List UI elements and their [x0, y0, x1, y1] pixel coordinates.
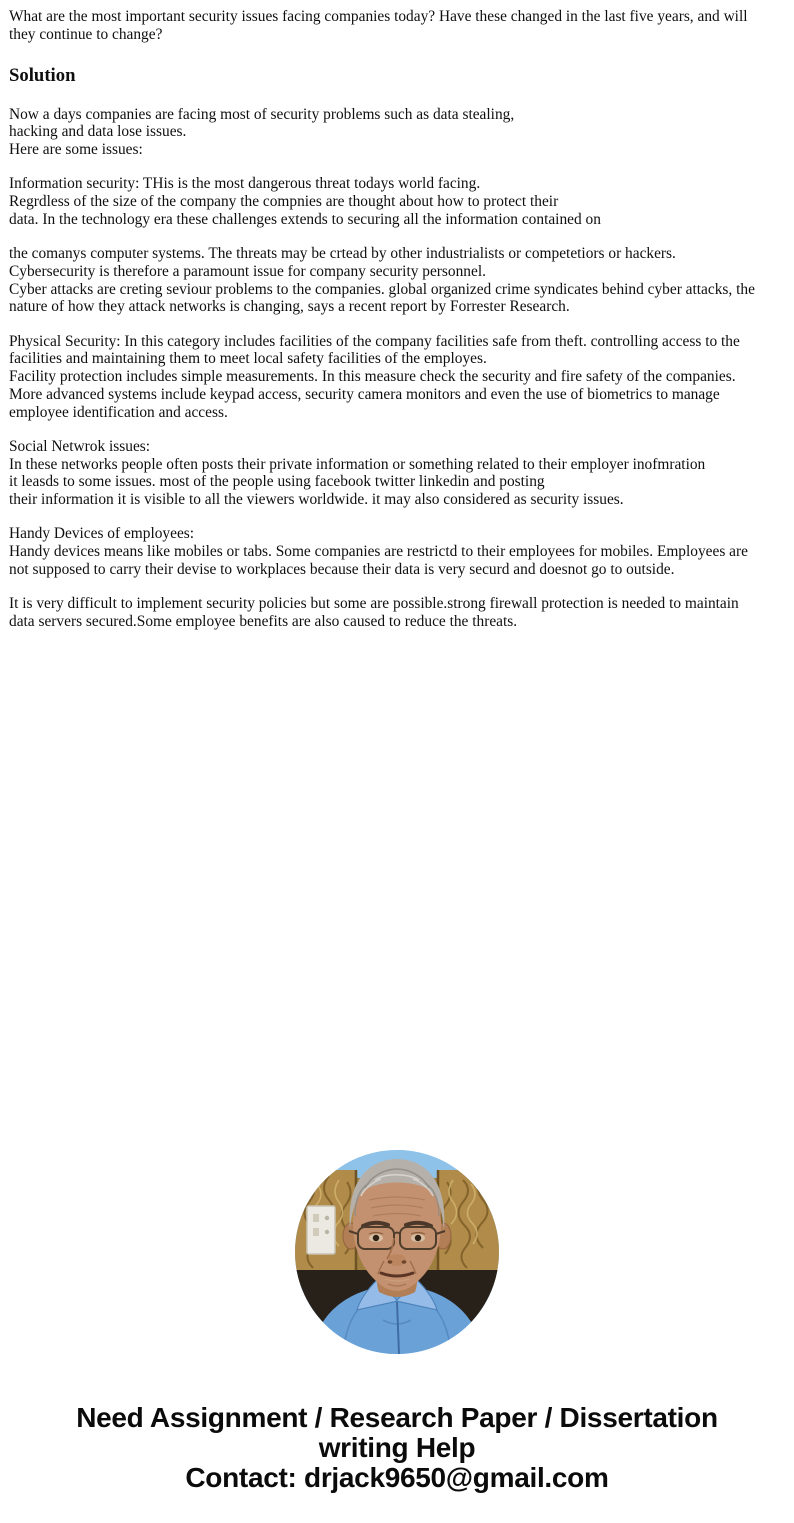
text-line: their information it is visible to all the viewers worldwide. it may also considered as security issues. [9, 491, 624, 508]
text-line: data. In the technology era these challenges extends to securing all the information contained on [9, 210, 601, 228]
text-line: facilities and maintaining them to meet local safety facilities of the employes. [9, 350, 487, 368]
text-line: What are the most important security issues facing companies today? Have these changed in the last five years, and will [9, 8, 748, 25]
text-line: Handy devices means like mobiles or tabs. Some companies are restrictd to their employees for mobiles. Employees are [9, 543, 748, 560]
text-line: Here are some issues: [9, 141, 143, 158]
paragraph-issues-intro [9, 106, 789, 159]
text-line: writing Help [318, 1432, 476, 1463]
paragraph-cybersecurity [9, 245, 789, 316]
text-line: Physical Security: In this category includes facilities of the company facilities safe from theft. controlling access to the [9, 332, 740, 350]
solution-heading: Solution [9, 64, 76, 86]
text-line: Contact: drjack9650@gmail.com [185, 1462, 609, 1493]
document-body [9, 8, 789, 647]
text-line: they continue to change? [9, 25, 163, 43]
text-line: Need Assignment / Research Paper / Dissertation [76, 1402, 718, 1433]
text-line: Cyber attacks are creting seviour problems to the companies. global organized crime syndicates behind cyber attacks, the [9, 280, 755, 298]
text-line: Handy Devices of employees: [9, 525, 195, 543]
text-line: data servers secured.Some employee benefits are also caused to reduce the threats. [9, 612, 518, 630]
text-line: Regrdless of the size of the company the compnies are thought about how to protect their [9, 193, 559, 210]
footer-banner [0, 1403, 794, 1493]
paragraph-conclusion [9, 595, 789, 631]
paragraph-information-security [9, 175, 789, 228]
text-line: Cybersecurity is therefore a paramount issue for company security personnel. [9, 262, 486, 280]
portrait-avatar [295, 1150, 499, 1354]
text-line: More advanced systems include keypad access, security camera monitors and even the use of biometrics to manage [9, 385, 720, 403]
text-line: Information security: THis is the most dangerous threat todays world facing. [9, 175, 481, 193]
paragraph-physical-security [9, 333, 789, 422]
text-line: hacking and data lose issues. [9, 123, 187, 141]
text-line: nature of how they attack networks is changing, says a recent report by Forrester Research. [9, 298, 570, 316]
paragraph-handy-devices [9, 525, 789, 578]
portrait-photo-icon [295, 1150, 499, 1354]
question-text [9, 8, 789, 44]
text-line: it leasds to some issues. most of the people using facebook twitter linkedin and posting [9, 473, 545, 491]
text-line: not supposed to carry their devise to workplaces because their data is very securd and doesnot go to outside. [9, 560, 675, 578]
text-line: Facility protection includes simple measurements. In this measure check the security and fire safety of the companies. [9, 368, 736, 385]
text-line: In these networks people often posts their private information or something related to their employer inofmration [9, 455, 706, 473]
text-line: Now a days companies are facing most of security problems such as data stealing, [9, 105, 515, 123]
text-line: the comanys computer systems. The threats may be crtead by other industrialists or competetiors or hackers. [9, 245, 676, 262]
text-line: It is very difficult to implement security policies but some are possible.strong firewall protection is needed to maintain [9, 595, 739, 612]
text-line: Social Netwrok issues: [9, 437, 151, 455]
paragraph-social-network [9, 438, 789, 509]
text-line: employee identification and access. [9, 403, 228, 421]
